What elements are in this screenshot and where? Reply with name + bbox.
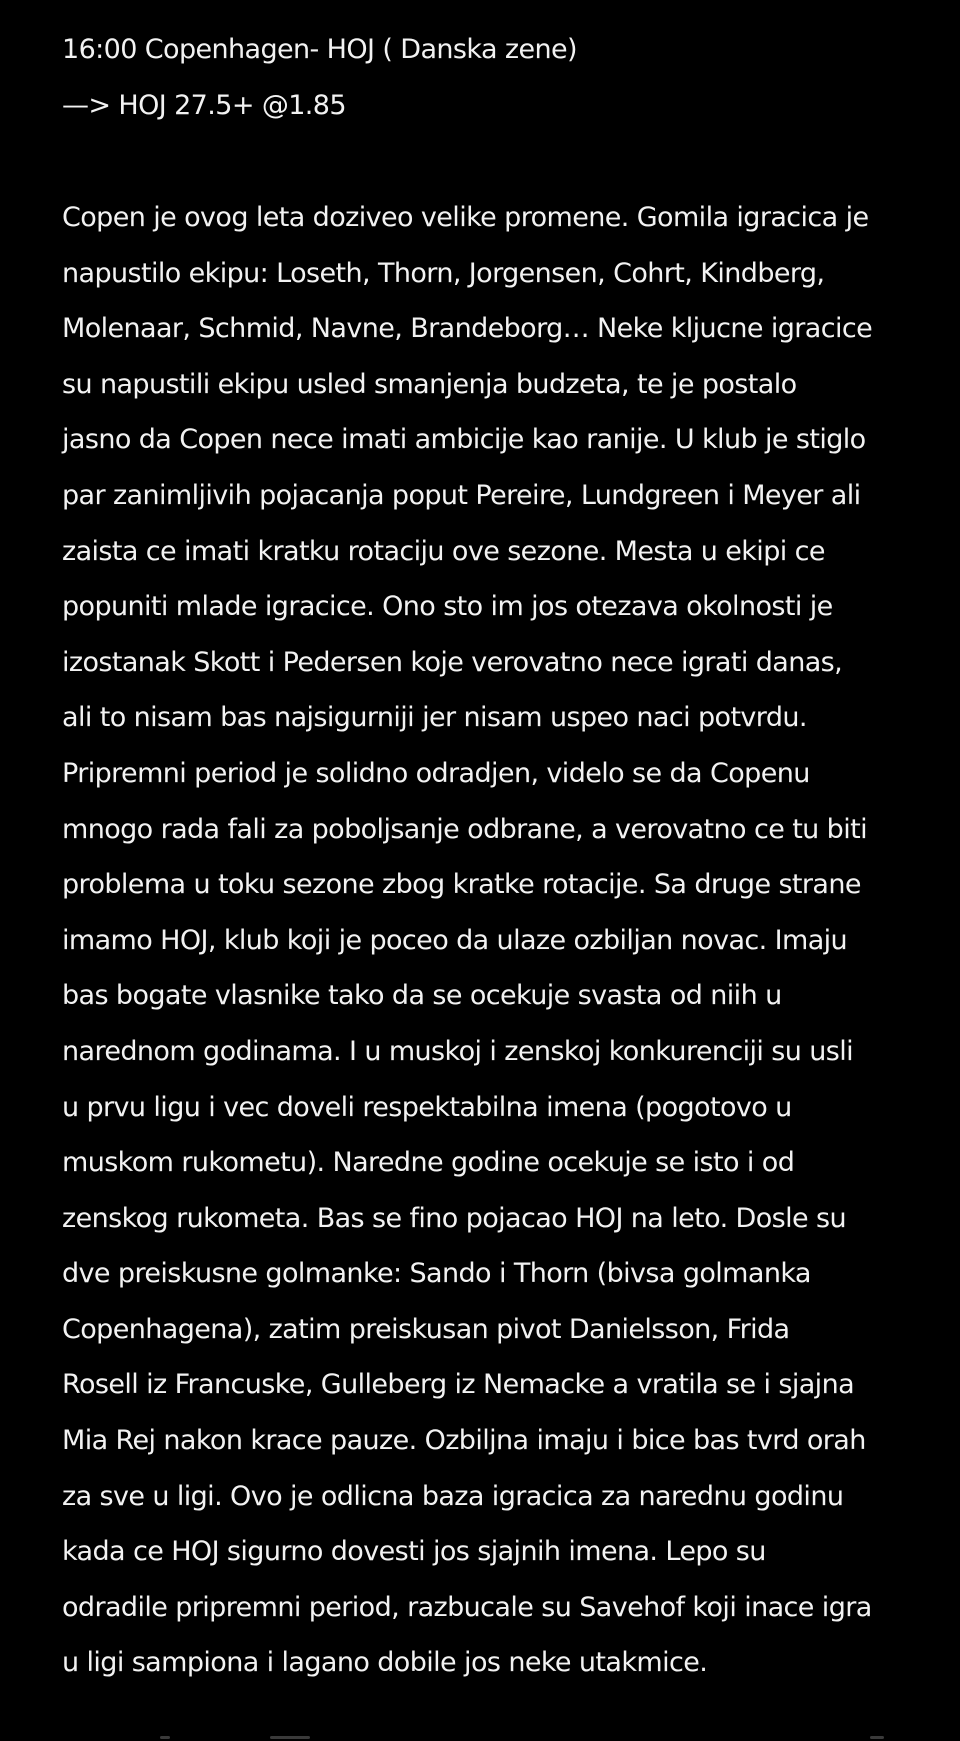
body-line: Molenaar, Schmid, Navne, Brandeborg… Neke kljucne igracice xyxy=(62,313,873,345)
body-line: izostanak Skott i Pedersen koje verovatno nece igrati danas, xyxy=(62,646,843,678)
body-line: kada ce HOJ sigurno dovesti jos sjajnih imena. Lepo su xyxy=(62,1536,766,1568)
body-line: u ligi sampiona i lagano dobile jos neke utakmice. xyxy=(62,1647,708,1679)
body-line: u prvu ligu i vec doveli respektabilna imena (pogotovo u xyxy=(62,1091,792,1123)
toolbar-icon-fragment xyxy=(870,1736,884,1739)
match-title: 16:00 Copenhagen- HOJ ( Danska zene) xyxy=(62,34,577,65)
paragraph-spacer xyxy=(62,134,910,190)
body-line: ali to nisam bas najsigurniji jer nisam uspeo naci potvrdu. xyxy=(62,702,807,734)
body-line: odradile pripremni period, razbucale su Savehof koji inace igra xyxy=(62,1591,872,1623)
body-line: mnogo rada fali za poboljsanje odbrane, a verovatno ce tu biti xyxy=(62,813,868,845)
body-line: muskom rukometu). Naredne godine ocekuje se isto i od xyxy=(62,1147,795,1179)
body-line: popuniti mlade igracice. Ono sto im jos otezava okolnosti je xyxy=(62,591,833,623)
body-line: Copen je ovog leta doziveo velike promene. Gomila igracica je xyxy=(62,202,869,233)
body-line: narednom godinama. I u muskoj i zenskoj konkurenciji su usli xyxy=(62,1035,854,1067)
body-line: zaista ce imati kratku rotaciju ove sezone. Mesta u ekipi ce xyxy=(62,535,825,567)
body-line: par zanimljivih pojacanja poput Pereire, Lundgreen i Meyer ali xyxy=(62,479,861,511)
toolbar-icon-fragment xyxy=(270,1736,310,1739)
body-line: Mia Rej nakon krace pauze. Ozbiljna imaju i bice bas tvrd orah xyxy=(62,1425,866,1457)
body-line: imamo HOJ, klub koji je poceo da ulaze ozbiljan novac. Imaju xyxy=(62,924,848,956)
toolbar-icon-fragment xyxy=(160,1736,170,1739)
note-content xyxy=(62,22,910,1691)
bottom-toolbar-edge xyxy=(0,1728,960,1741)
body-line: za sve u ligi. Ovo je odlicna baza igracica za narednu godinu xyxy=(62,1480,844,1512)
body-line: jasno da Copen nece imati ambicije kao ranije. U klub je stiglo xyxy=(62,424,866,456)
body-line: zenskog rukometa. Bas se fino pojacao HOJ na leto. Dosle su xyxy=(62,1202,846,1234)
body-line: Rosell iz Francuske, Gulleberg iz Nemacke a vratila se i sjajna xyxy=(62,1369,855,1401)
bet-pick: —> HOJ 27.5+ @1.85 xyxy=(62,90,346,121)
body-line: problema u toku sezone zbog kratke rotacije. Sa druge strane xyxy=(62,869,861,901)
body-line: Pripremni period je solidno odradjen, videlo se da Copenu xyxy=(62,757,810,789)
body-line: bas bogate vlasnike tako da se ocekuje svasta od niih u xyxy=(62,980,782,1012)
note-body xyxy=(62,190,910,1691)
body-line: napustilo ekipu: Loseth, Thorn, Jorgensen, Cohrt, Kindberg, xyxy=(62,257,825,289)
body-line: Copenhagena), zatim preiskusan pivot Danielsson, Frida xyxy=(62,1313,790,1345)
body-line: dve preiskusne golmanke: Sando i Thorn (bivsa golmanka xyxy=(62,1258,811,1290)
body-line: su napustili ekipu usled smanjenja budzeta, te je postalo xyxy=(62,368,797,400)
